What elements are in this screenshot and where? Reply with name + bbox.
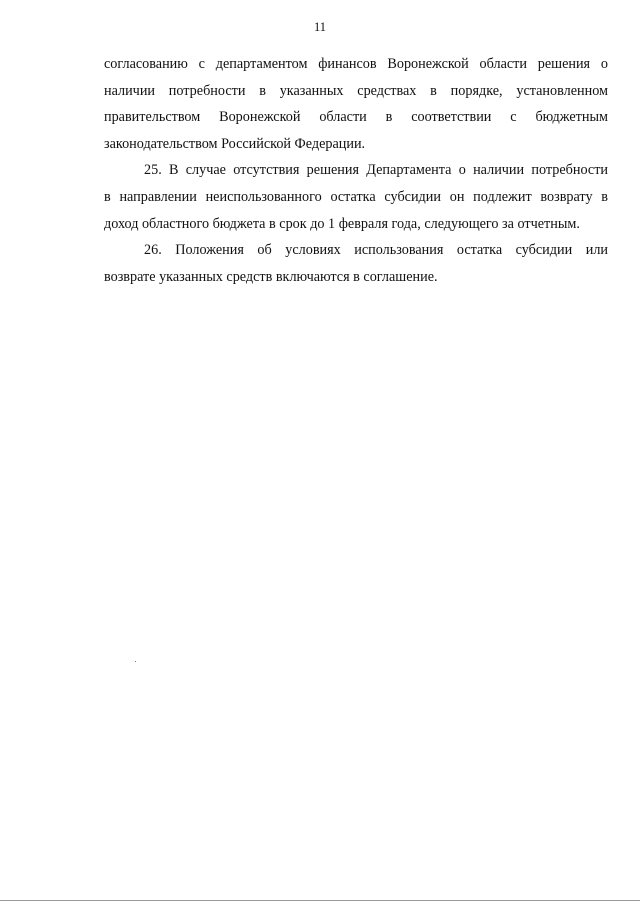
- text-line: согласованию с департаментом финансов Воронежской области решения о: [104, 56, 608, 72]
- text-line: правительством Воронежской области в соответствии с бюджетным: [104, 109, 608, 126]
- document-body: [104, 51, 608, 290]
- paragraph-continuation: [104, 51, 608, 157]
- paragraph-25: [104, 157, 608, 237]
- paragraph-26: [104, 237, 608, 290]
- page-number: 11: [313, 20, 327, 34]
- text-line: 25. В случае отсутствия решения Департамента о наличии потребности: [144, 162, 608, 179]
- scan-speck: [135, 661, 136, 662]
- text-line: наличии потребности в указанных средствах в порядке, установленном: [104, 82, 608, 99]
- text-line: возврате указанных средств включаются в соглашение.: [104, 268, 438, 285]
- text-line: законодательством Российской Федерации.: [104, 135, 366, 152]
- scan-bottom-edge: [0, 900, 640, 901]
- text-line: доход областного бюджета в срок до 1 февраля года, следующего за отчетным.: [104, 215, 580, 232]
- text-line: в направлении неиспользованного остатка субсидии он подлежит возврату в: [104, 188, 608, 205]
- text-line: 26. Положения об условиях использования остатка субсидии или: [144, 242, 608, 259]
